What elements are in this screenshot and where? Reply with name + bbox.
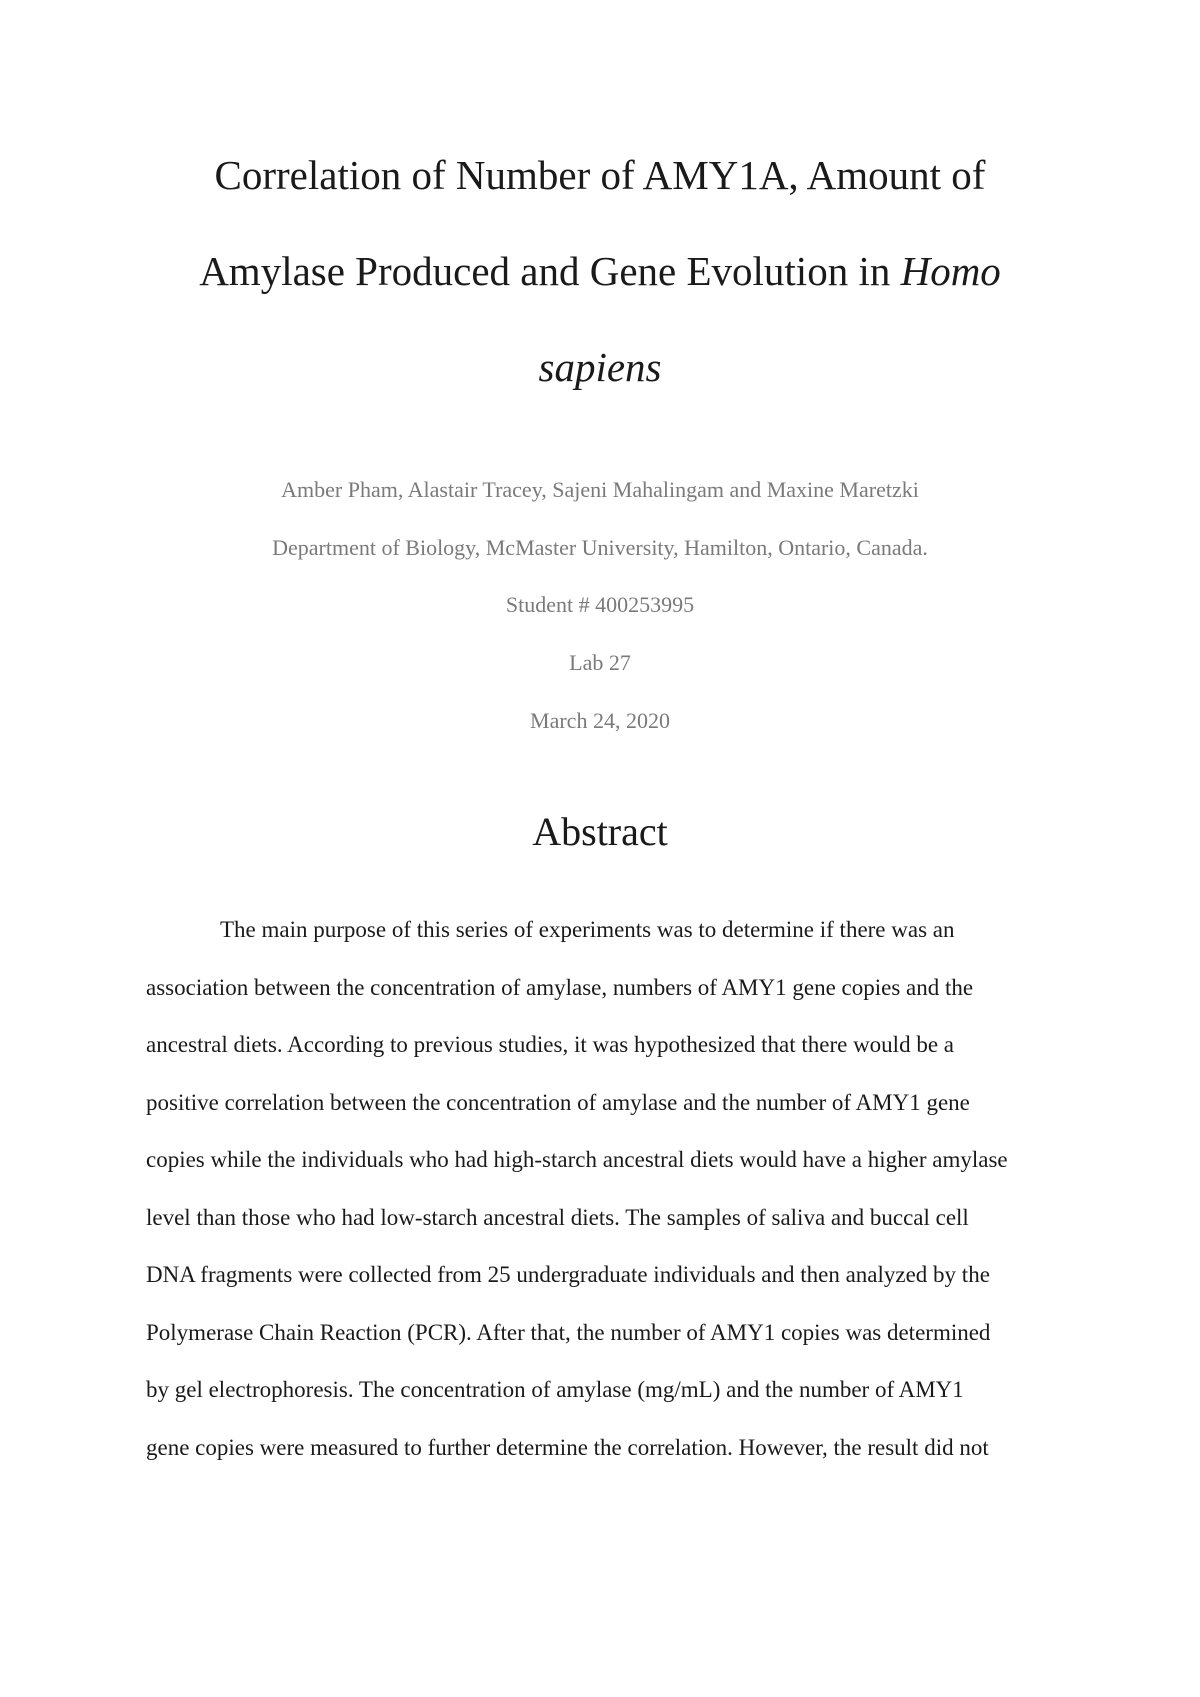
title-line-3 <box>100 344 1100 390</box>
abstract-heading: Abstract <box>532 809 668 854</box>
title-line-2: Amylase Produced and Gene Evolution in Homo <box>199 248 1001 294</box>
abstract-line: Polymerase Chain Reaction (PCR). After that, the number of AMY1 copies was determined <box>146 1320 991 1345</box>
student-number: Student # 400253995 <box>505 592 695 617</box>
affiliation: Department of Biology, McMaster University, Hamilton, Ontario, Canada. <box>272 535 928 560</box>
abstract-line: positive correlation between the concentration of amylase and the number of AMY1 gene <box>146 1090 970 1115</box>
report-date: March 24, 2020 <box>530 708 670 733</box>
abstract-line: gene copies were measured to further determine the correlation. However, the result did not <box>146 1435 989 1460</box>
abstract-line: level than those who had low-starch ancestral diets. The samples of saliva and buccal cell <box>146 1205 969 1230</box>
title-italic-sapiens: sapiens <box>538 344 662 390</box>
title-italic-homo: Homo <box>900 248 1001 294</box>
abstract-line: copies while the individuals who had high-starch ancestral diets would have a higher amylase <box>146 1147 1008 1172</box>
abstract-line: association between the concentration of amylase, numbers of AMY1 gene copies and the <box>146 975 974 1000</box>
abstract-line: ancestral diets. According to previous studies, it was hypothesized that there would be a <box>146 1032 954 1057</box>
abstract-line: The main purpose of this series of experiments was to determine if there was an <box>220 917 955 942</box>
abstract-line: by gel electrophoresis. The concentration of amylase (mg/mL) and the number of AMY1 <box>146 1377 964 1402</box>
abstract-line: DNA fragments were collected from 25 undergraduate individuals and then analyzed by the <box>146 1262 990 1287</box>
lab-number: Lab 27 <box>569 650 631 675</box>
authors: Amber Pham, Alastair Tracey, Sajeni Mahalingam and Maxine Maretzki <box>281 477 919 502</box>
title-line-1: Correlation of Number of AMY1A, Amount of <box>214 152 986 198</box>
